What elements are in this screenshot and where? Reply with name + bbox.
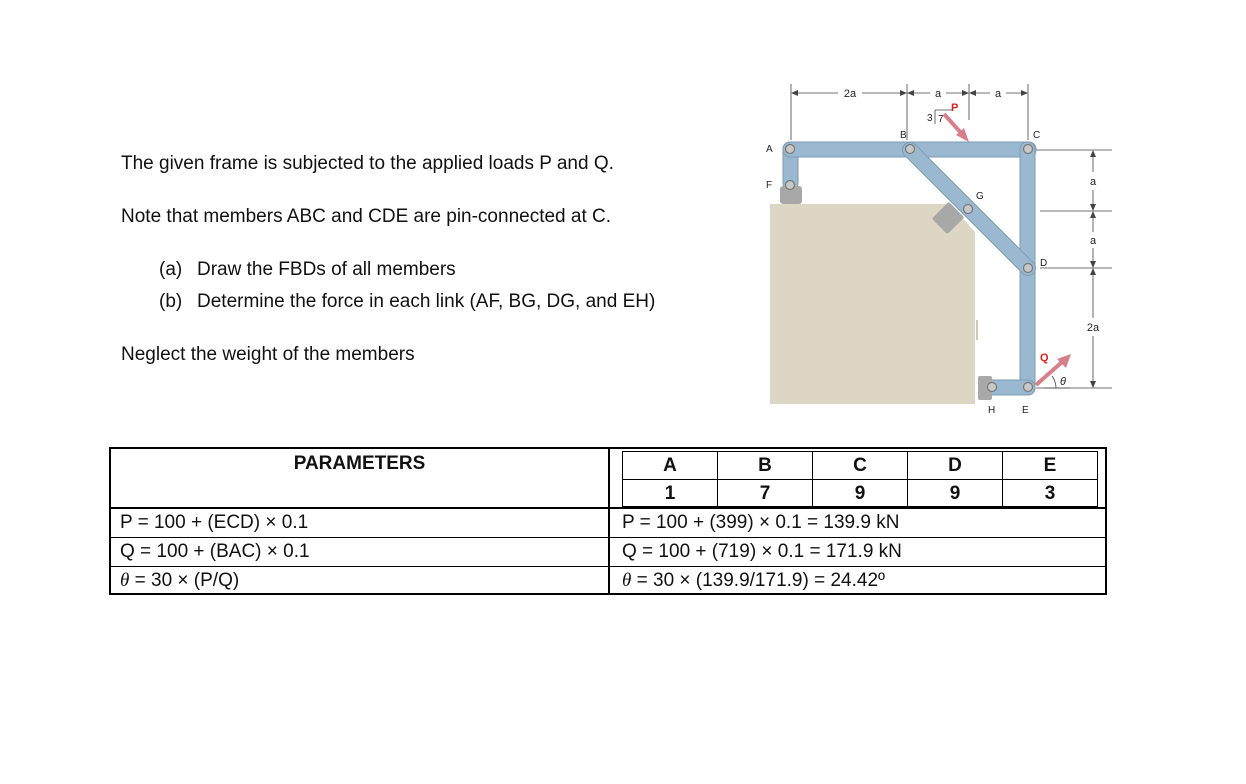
formula-theta bbox=[120, 570, 239, 592]
result-theta-text: = 30 × (139.9/171.9) = 24.42º bbox=[631, 570, 885, 591]
problem-statement-line2: Note that members ABC and CDE are pin-connected at C. bbox=[121, 206, 612, 227]
load-p-arrow bbox=[944, 114, 962, 134]
theta-label: θ bbox=[1060, 376, 1066, 388]
table-column-divider bbox=[608, 449, 610, 593]
dim-top-2a: 2a bbox=[843, 88, 857, 100]
dim-right-2a: 2a bbox=[1086, 322, 1100, 334]
problem-statement-line3: Neglect the weight of the members bbox=[121, 344, 415, 365]
table-row-divider bbox=[111, 566, 1105, 567]
task-item-a bbox=[159, 259, 456, 281]
dim-right-a2: a bbox=[1089, 235, 1097, 247]
grid-letter-d: D bbox=[948, 455, 962, 476]
grid-digit-b: 7 bbox=[759, 483, 771, 504]
load-p-label: P bbox=[951, 102, 959, 114]
result-q: Q = 100 + (719) × 0.1 = 171.9 kN bbox=[622, 541, 902, 562]
table-row-divider bbox=[111, 507, 1105, 509]
grid-digit-d: 9 bbox=[949, 483, 961, 504]
result-p: P = 100 + (399) × 0.1 = 139.9 kN bbox=[622, 512, 900, 533]
task-item-text: Determine the force in each link (AF, BG, DG, and EH) bbox=[197, 291, 656, 312]
load-q-arrow bbox=[1036, 362, 1062, 385]
support-base bbox=[770, 204, 975, 404]
task-item-label: (b) bbox=[159, 291, 183, 312]
label-c: C bbox=[1033, 130, 1041, 141]
id-digit-grid bbox=[622, 451, 1098, 507]
parameters-header: PARAMETERS bbox=[293, 453, 426, 474]
label-f: F bbox=[766, 180, 773, 191]
label-d: D bbox=[1040, 258, 1048, 269]
grid-row-divider bbox=[623, 479, 1097, 480]
dim-right-a1: a bbox=[1089, 176, 1097, 188]
slope-rise: 3 bbox=[927, 113, 933, 124]
parameter-table bbox=[109, 447, 1107, 595]
grid-letter-b: B bbox=[758, 455, 772, 476]
dim-top-a1: a bbox=[934, 88, 942, 100]
problem-statement-line1: The given frame is subjected to the applied loads P and Q. bbox=[121, 153, 614, 174]
label-g: G bbox=[976, 191, 984, 202]
task-item-label: (a) bbox=[159, 259, 183, 280]
label-e: E bbox=[1022, 405, 1029, 416]
theta-symbol: θ bbox=[120, 570, 130, 591]
dim-top-a2: a bbox=[994, 88, 1002, 100]
load-q-label: Q bbox=[1040, 352, 1049, 364]
task-item-text: Draw the FBDs of all members bbox=[197, 259, 456, 280]
formula-q: Q = 100 + (BAC) × 0.1 bbox=[120, 541, 310, 562]
label-h: H bbox=[988, 405, 996, 416]
slope-run: 7 bbox=[938, 114, 944, 125]
formula-theta-text: = 30 × (P/Q) bbox=[129, 570, 240, 591]
task-item-b bbox=[159, 291, 655, 313]
theta-symbol: θ bbox=[622, 570, 632, 591]
grid-letter-e: E bbox=[1043, 455, 1057, 476]
base-edge-mark bbox=[976, 320, 978, 340]
table-row-divider bbox=[111, 537, 1105, 538]
grid-digit-c: 9 bbox=[854, 483, 866, 504]
grid-letter-a: A bbox=[663, 455, 677, 476]
result-theta bbox=[622, 570, 885, 592]
frame-diagram bbox=[750, 80, 1130, 420]
formula-p: P = 100 + (ECD) × 0.1 bbox=[120, 512, 309, 533]
grid-letter-c: C bbox=[853, 455, 867, 476]
grid-digit-a: 1 bbox=[664, 483, 676, 504]
label-a: A bbox=[766, 144, 773, 155]
grid-digit-e: 3 bbox=[1044, 483, 1056, 504]
theta-arc bbox=[1052, 376, 1056, 388]
label-b: B bbox=[900, 130, 907, 141]
